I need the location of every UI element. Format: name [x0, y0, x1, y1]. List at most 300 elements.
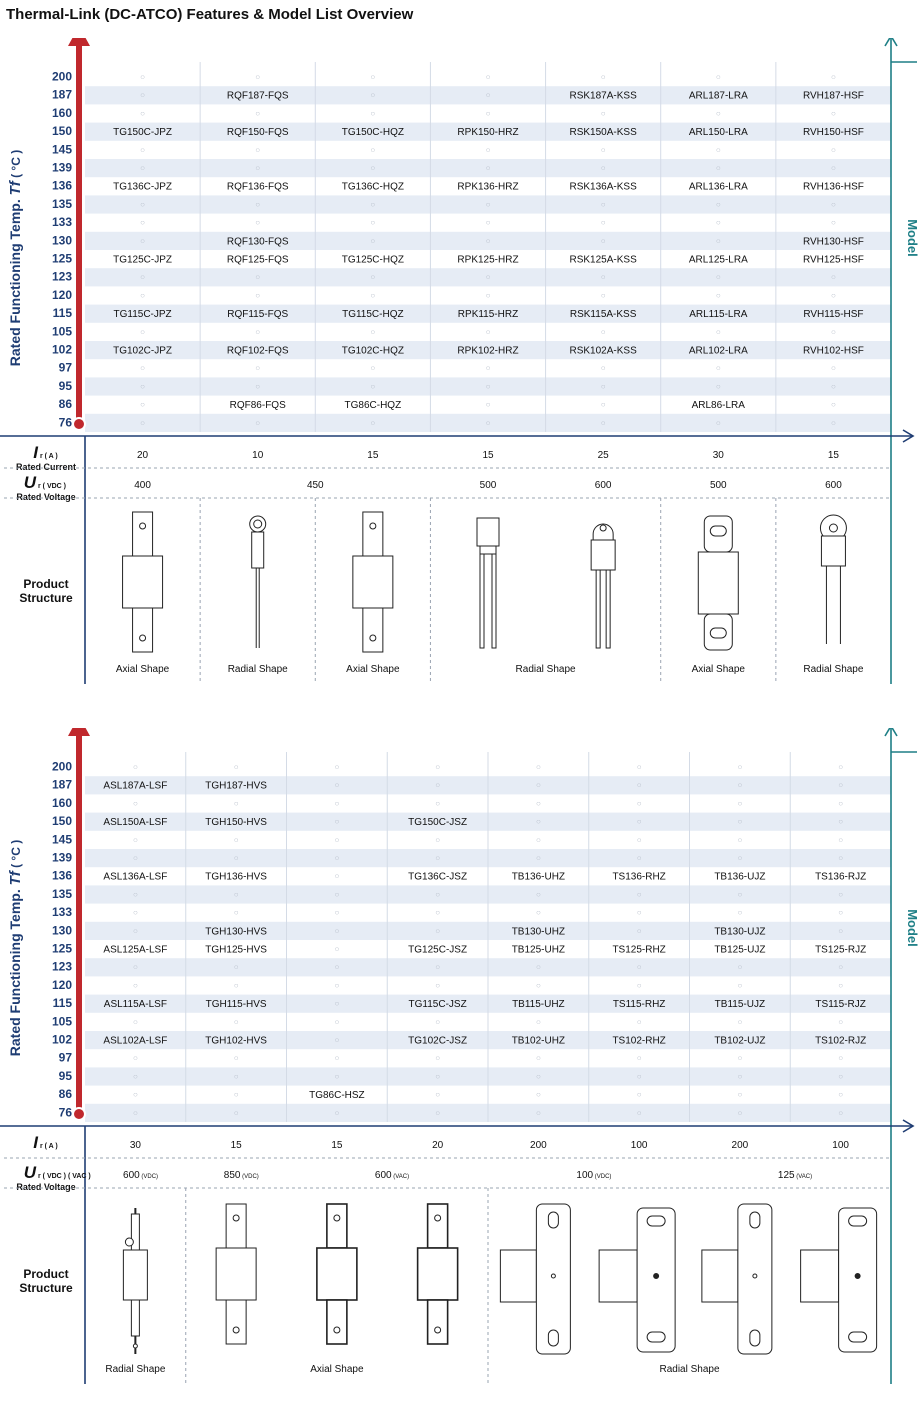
empty-cell: ○	[600, 163, 606, 173]
model-cell: ASL125A-LSF	[103, 944, 168, 956]
current-symbol: I	[33, 1133, 38, 1152]
empty-cell: ○	[370, 363, 376, 373]
shape-label: Radial Shape	[515, 664, 576, 675]
empty-cell: ○	[831, 418, 836, 428]
rated-voltage-unit: (VAC)	[393, 1174, 410, 1180]
empty-cell: ○	[838, 1090, 844, 1100]
temperature-axis-origin	[73, 1108, 85, 1120]
model-cell: ASL187A-LSF	[103, 780, 168, 792]
empty-cell: ○	[334, 944, 340, 954]
temperature-label: 135	[51, 886, 72, 901]
empty-cell: ○	[233, 1108, 239, 1118]
empty-cell: ○	[132, 1053, 138, 1063]
empty-cell: ○	[233, 980, 239, 990]
current-subscript: r ( A )	[40, 453, 58, 460]
temperature-label: 97	[58, 1050, 72, 1065]
model-cell: RQF86-FQS	[229, 400, 286, 412]
model-cell: TGH150-HVS	[205, 817, 267, 829]
model-cell: TG115C-JSZ	[408, 999, 467, 1011]
bracket-vert-icon	[702, 1204, 772, 1354]
model-cell: RQF130-FQS	[226, 236, 289, 248]
model-cell: TG102C-HQZ	[341, 345, 404, 357]
empty-cell: ○	[600, 72, 606, 82]
shape-label: Axial Shape	[310, 1364, 364, 1375]
axial-block-bold-icon	[317, 1204, 357, 1344]
empty-cell: ○	[715, 418, 721, 428]
temperature-label: 130	[51, 923, 72, 938]
empty-cell: ○	[831, 163, 836, 173]
empty-cell: ○	[233, 1017, 239, 1027]
empty-cell: ○	[831, 363, 836, 373]
empty-cell: ○	[140, 90, 145, 100]
temperature-axis-bar	[76, 46, 82, 424]
empty-cell: ○	[737, 962, 743, 972]
radial-round-icon	[820, 515, 846, 644]
empty-cell: ○	[132, 1017, 138, 1027]
empty-cell: ○	[831, 290, 836, 300]
empty-cell: ○	[334, 1017, 340, 1027]
model-chart-2	[0, 728, 921, 1388]
temperature-label: 105	[51, 324, 72, 339]
empty-cell: ○	[370, 327, 376, 337]
rated-voltage-value: 500	[709, 480, 727, 491]
rated-voltage-unit: (VDC)	[594, 1174, 612, 1180]
empty-cell: ○	[132, 1071, 138, 1081]
empty-cell: ○	[535, 853, 541, 863]
model-cell: TB102-UHZ	[511, 1035, 566, 1047]
empty-cell: ○	[838, 908, 844, 918]
empty-cell: ○	[334, 835, 340, 845]
empty-cell: ○	[435, 889, 441, 899]
empty-cell: ○	[737, 908, 743, 918]
temperature-label: 150	[51, 814, 72, 829]
empty-cell: ○	[435, 980, 441, 990]
empty-cell: ○	[255, 72, 261, 82]
model-cell: RVH102-HSF	[802, 345, 864, 357]
model-cell: RQF150-FQS	[226, 127, 289, 139]
empty-cell: ○	[140, 236, 145, 246]
model-cell: ARL187-LRA	[688, 90, 748, 102]
empty-cell: ○	[636, 980, 642, 990]
model-cell: RSK102A-KSS	[569, 345, 637, 357]
rated-voltage-value: 600	[825, 480, 842, 491]
temperature-label: 200	[51, 69, 72, 84]
bracket-vert-icon	[500, 1204, 570, 1354]
empty-cell: ○	[140, 163, 145, 173]
bracket-horiz-icon	[599, 1208, 675, 1352]
voltage-label: Rated Voltage	[16, 492, 76, 502]
empty-cell: ○	[233, 1071, 239, 1081]
empty-cell: ○	[715, 108, 721, 118]
empty-cell: ○	[715, 163, 721, 173]
model-cell: ARL102-LRA	[688, 345, 748, 357]
empty-cell: ○	[140, 145, 145, 155]
voltage-symbol: U	[23, 1163, 36, 1182]
y-axis-label-text: Rated Functioning Temp.	[7, 195, 23, 367]
y-axis-symbol: Tf	[7, 181, 24, 196]
rated-voltage-value: 400	[134, 480, 151, 491]
empty-cell: ○	[600, 418, 606, 428]
model-cell: TB115-UJZ	[714, 999, 766, 1011]
temperature-label: 187	[51, 87, 72, 102]
temperature-label: 133	[51, 905, 72, 920]
empty-cell: ○	[838, 1053, 844, 1063]
empty-cell: ○	[140, 218, 145, 228]
model-cell: RSK136A-KSS	[569, 181, 637, 193]
empty-cell: ○	[636, 817, 642, 827]
page-title: Thermal-Link (DC-ATCO) Features & Model List Overview	[6, 6, 414, 23]
empty-cell: ○	[737, 798, 743, 808]
empty-cell: ○	[600, 236, 606, 246]
empty-cell: ○	[737, 762, 743, 772]
model-cell: RVH115-HSF	[803, 309, 864, 321]
empty-cell: ○	[485, 363, 491, 373]
current-subscript: r ( A )	[40, 1143, 58, 1150]
empty-cell: ○	[485, 163, 491, 173]
model-cell: TG102C-JSZ	[408, 1035, 468, 1047]
rated-current-value: 15	[482, 450, 494, 461]
shape-label: Axial Shape	[115, 664, 170, 675]
empty-cell: ○	[435, 798, 441, 808]
model-cell: TG115C-HQZ	[342, 309, 404, 321]
temperature-label: 145	[51, 832, 72, 847]
empty-cell: ○	[334, 962, 340, 972]
temperature-label: 125	[51, 251, 72, 266]
model-cell: TS102-RHZ	[612, 1035, 666, 1047]
empty-cell: ○	[838, 926, 844, 936]
empty-cell: ○	[233, 1053, 239, 1063]
empty-cell: ○	[535, 980, 541, 990]
shape-label: Axial Shape	[691, 664, 745, 675]
empty-cell: ○	[715, 236, 721, 246]
empty-cell: ○	[535, 798, 541, 808]
model-cell: TG136C-JSZ	[408, 871, 468, 883]
model-cell: TGH115-HVS	[205, 999, 267, 1011]
empty-cell: ○	[715, 145, 721, 155]
model-cell: RPK150-HRZ	[457, 127, 519, 139]
empty-cell: ○	[600, 145, 606, 155]
structure-label: Structure	[19, 591, 73, 605]
empty-cell: ○	[636, 835, 642, 845]
empty-cell: ○	[535, 1108, 541, 1118]
model-cell: RVH130-HSF	[802, 236, 864, 248]
empty-cell: ○	[737, 853, 743, 863]
rated-current-value: 10	[252, 450, 264, 461]
empty-cell: ○	[838, 1017, 844, 1027]
model-cell: ARL150-LRA	[688, 127, 748, 139]
model-cell: RPK125-HRZ	[457, 254, 519, 266]
empty-cell: ○	[838, 980, 844, 990]
empty-cell: ○	[535, 1071, 541, 1081]
empty-cell: ○	[535, 1090, 541, 1100]
model-cell: RVH136-HSF	[802, 181, 864, 193]
empty-cell: ○	[831, 400, 836, 410]
empty-cell: ○	[140, 400, 145, 410]
empty-cell: ○	[334, 853, 340, 863]
temperature-axis-origin	[73, 418, 85, 430]
empty-cell: ○	[255, 327, 261, 337]
shape-label: Radial Shape	[803, 664, 864, 675]
empty-cell: ○	[636, 1017, 642, 1027]
empty-cell: ○	[535, 817, 541, 827]
temperature-label: 130	[51, 233, 72, 248]
empty-cell: ○	[636, 798, 642, 808]
model-cell: TB115-UHZ	[512, 999, 565, 1011]
empty-cell: ○	[132, 926, 138, 936]
model-cell: RQF136-FQS	[226, 181, 289, 193]
model-cell: TS125-RJZ	[815, 944, 867, 956]
empty-cell: ○	[334, 1053, 340, 1063]
empty-cell: ○	[600, 218, 606, 228]
empty-cell: ○	[838, 962, 844, 972]
model-cell: TG150C-HQZ	[341, 127, 404, 139]
model-cell: RPK115-HRZ	[457, 309, 519, 321]
empty-cell: ○	[636, 1108, 642, 1118]
empty-cell: ○	[435, 908, 441, 918]
empty-cell: ○	[737, 1053, 743, 1063]
temperature-label: 76	[58, 1105, 72, 1120]
rated-voltage-unit: (VDC)	[141, 1174, 159, 1180]
temperature-label: 133	[51, 215, 72, 230]
temperature-label: 120	[51, 977, 72, 992]
model-cell: TG86C-HQZ	[344, 400, 402, 412]
empty-cell: ○	[132, 908, 138, 918]
empty-cell: ○	[737, 835, 743, 845]
model-chart-1	[0, 38, 921, 688]
empty-cell: ○	[535, 1017, 541, 1027]
empty-cell: ○	[334, 762, 340, 772]
model-cell: TS115-RHZ	[612, 999, 666, 1011]
current-symbol: I	[33, 443, 38, 462]
empty-cell: ○	[255, 381, 261, 391]
empty-cell: ○	[435, 1090, 441, 1100]
empty-cell: ○	[334, 926, 340, 936]
empty-cell: ○	[255, 108, 261, 118]
temperature-label: 120	[51, 287, 72, 302]
empty-cell: ○	[831, 381, 836, 391]
empty-cell: ○	[600, 199, 606, 209]
rated-voltage-value: 100	[576, 1170, 594, 1181]
model-cell: ASL102A-LSF	[103, 1035, 168, 1047]
rated-current-value: 20	[137, 450, 149, 461]
model-cell: TG125C-JSZ	[408, 944, 468, 956]
temperature-label: 102	[51, 342, 72, 357]
temperature-label: 139	[51, 850, 72, 865]
empty-cell: ○	[715, 363, 721, 373]
empty-cell: ○	[838, 780, 844, 790]
temperature-label: 97	[58, 360, 72, 375]
empty-cell: ○	[140, 327, 145, 337]
empty-cell: ○	[737, 780, 743, 790]
empty-cell: ○	[636, 962, 642, 972]
empty-cell: ○	[737, 1017, 743, 1027]
empty-cell: ○	[831, 145, 836, 155]
empty-cell: ○	[255, 418, 261, 428]
rated-current-value: 100	[630, 1140, 648, 1151]
empty-cell: ○	[715, 272, 721, 282]
empty-cell: ○	[737, 1108, 743, 1118]
empty-cell: ○	[831, 272, 836, 282]
current-label: Rated Current	[15, 462, 77, 472]
axial-ring-icon	[698, 516, 738, 650]
empty-cell: ○	[334, 889, 340, 899]
model-cell: TS125-RHZ	[612, 944, 666, 956]
axial-block-icon	[123, 512, 163, 652]
temperature-label: 86	[58, 397, 72, 412]
model-cell: TGH102-HVS	[205, 1035, 267, 1047]
empty-cell: ○	[636, 762, 642, 772]
model-cell: TS115-RJZ	[815, 999, 866, 1011]
empty-cell: ○	[715, 199, 721, 209]
empty-cell: ○	[737, 980, 743, 990]
model-chart-panel-1	[0, 38, 921, 688]
empty-cell: ○	[485, 381, 491, 391]
temperature-label: 123	[51, 269, 72, 284]
model-cell: RVH150-HSF	[802, 127, 864, 139]
empty-cell: ○	[838, 835, 844, 845]
model-cell: TGH187-HVS	[205, 780, 267, 792]
model-cell: RQF102-FQS	[226, 345, 289, 357]
rated-voltage-unit: (VDC)	[242, 1174, 259, 1180]
rated-current-value: 30	[129, 1140, 141, 1151]
empty-cell: ○	[715, 72, 721, 82]
empty-cell: ○	[485, 218, 491, 228]
rated-voltage-value: 850	[223, 1170, 241, 1181]
model-cell: TS136-RHZ	[612, 871, 666, 883]
model-cell: TG150C-JSZ	[408, 817, 468, 829]
rated-current-value: 15	[827, 450, 839, 461]
empty-cell: ○	[535, 1053, 541, 1063]
rated-voltage-unit: (VAC)	[796, 1174, 813, 1180]
model-cell: TB136-UHZ	[511, 871, 566, 883]
model-cell: ASL136A-LSF	[103, 871, 168, 883]
empty-cell: ○	[636, 1090, 642, 1100]
empty-cell: ○	[831, 218, 836, 228]
model-cell: RQF187-FQS	[226, 90, 289, 102]
empty-cell: ○	[485, 418, 491, 428]
empty-cell: ○	[435, 780, 441, 790]
model-cell: TGH125-HVS	[205, 944, 267, 956]
empty-cell: ○	[132, 835, 138, 845]
empty-cell: ○	[233, 1090, 239, 1100]
model-cell: RSK125A-KSS	[569, 254, 637, 266]
temperature-label: 95	[58, 1068, 72, 1083]
axial-block-icon	[216, 1204, 256, 1344]
temperature-label: 102	[51, 1032, 72, 1047]
empty-cell: ○	[485, 199, 491, 209]
radial-square-icon	[477, 518, 499, 648]
temperature-label: 145	[51, 142, 72, 157]
empty-cell: ○	[535, 908, 541, 918]
empty-cell: ○	[370, 108, 376, 118]
y-axis-unit: ( °C )	[9, 149, 23, 182]
empty-cell: ○	[140, 272, 145, 282]
empty-cell: ○	[838, 798, 844, 808]
model-cell: RQF115-FQS	[227, 309, 289, 321]
empty-cell: ○	[600, 327, 606, 337]
temperature-label: 160	[51, 105, 72, 120]
empty-cell: ○	[831, 108, 836, 118]
empty-cell: ○	[838, 762, 844, 772]
empty-cell: ○	[233, 889, 239, 899]
empty-cell: ○	[140, 108, 145, 118]
empty-cell: ○	[255, 163, 261, 173]
empty-cell: ○	[715, 290, 721, 300]
empty-cell: ○	[255, 199, 261, 209]
rated-current-value: 25	[597, 450, 609, 461]
rated-voltage-value: 600	[374, 1170, 392, 1181]
temperature-axis-arrowhead	[68, 728, 90, 736]
model-cell: TB130-UJZ	[714, 926, 766, 938]
model-cell: TG102C-JPZ	[113, 345, 173, 357]
rated-current-value: 15	[331, 1140, 343, 1151]
empty-cell: ○	[485, 72, 491, 82]
empty-cell: ○	[370, 199, 376, 209]
shape-label: Radial Shape	[227, 664, 288, 675]
empty-cell: ○	[485, 290, 491, 300]
empty-cell: ○	[370, 90, 376, 100]
model-cell: TB130-UHZ	[511, 926, 566, 938]
model-chart-panel-2	[0, 728, 921, 1388]
rated-current-value: 100	[832, 1140, 849, 1151]
empty-cell: ○	[435, 926, 441, 936]
rated-voltage-value: 600	[123, 1170, 140, 1181]
model-cell: RSK187A-KSS	[569, 90, 637, 102]
empty-cell: ○	[132, 762, 138, 772]
empty-cell: ○	[485, 108, 491, 118]
empty-cell: ○	[334, 817, 340, 827]
empty-cell: ○	[715, 327, 721, 337]
voltage-subscript: r ( VDC )	[38, 483, 66, 490]
empty-cell: ○	[600, 381, 606, 391]
empty-cell: ○	[535, 835, 541, 845]
empty-cell: ○	[435, 1053, 441, 1063]
temperature-label: 160	[51, 795, 72, 810]
radial-tab-icon	[591, 524, 615, 648]
model-cell: RPK136-HRZ	[457, 181, 519, 193]
empty-cell: ○	[838, 817, 844, 827]
empty-cell: ○	[485, 145, 491, 155]
empty-cell: ○	[233, 962, 239, 972]
shape-label: Radial Shape	[659, 1364, 720, 1375]
empty-cell: ○	[535, 762, 541, 772]
model-cell: TS136-RJZ	[815, 871, 867, 883]
model-cell: ASL150A-LSF	[103, 817, 168, 829]
empty-cell: ○	[737, 1071, 743, 1081]
model-cell: ARL125-LRA	[688, 254, 748, 266]
temperature-label: 187	[51, 777, 72, 792]
empty-cell: ○	[636, 1071, 642, 1081]
y-axis-label-text: Rated Functioning Temp.	[7, 885, 23, 1057]
empty-cell: ○	[715, 381, 721, 391]
empty-cell: ○	[255, 218, 261, 228]
empty-cell: ○	[636, 1053, 642, 1063]
rated-voltage-value: 125	[777, 1170, 795, 1181]
empty-cell: ○	[838, 1071, 844, 1081]
model-cell: TG115C-JPZ	[113, 309, 172, 321]
model-cell: RQF125-FQS	[226, 254, 289, 266]
temperature-label: 115	[52, 996, 72, 1011]
empty-cell: ○	[600, 272, 606, 282]
empty-cell: ○	[334, 798, 340, 808]
temperature-label: 200	[51, 759, 72, 774]
empty-cell: ○	[485, 236, 491, 246]
empty-cell: ○	[831, 327, 836, 337]
y-axis-label	[7, 150, 24, 366]
temperature-label: 135	[51, 196, 72, 211]
empty-cell: ○	[233, 908, 239, 918]
empty-cell: ○	[600, 400, 606, 410]
